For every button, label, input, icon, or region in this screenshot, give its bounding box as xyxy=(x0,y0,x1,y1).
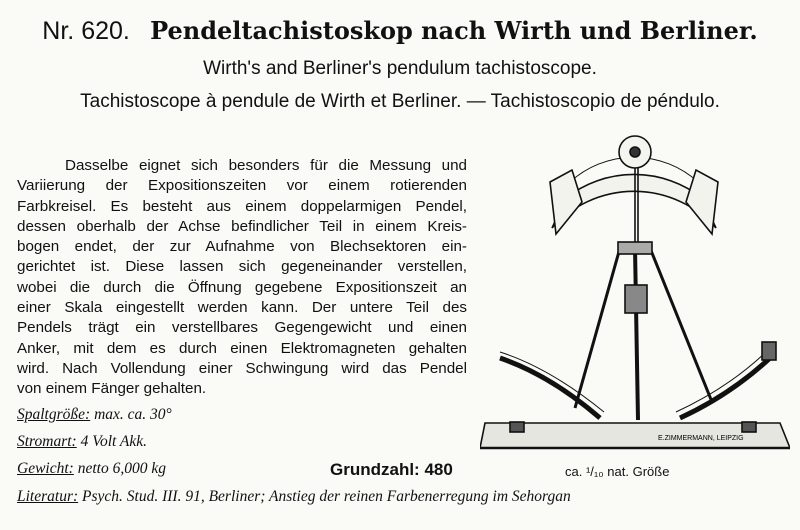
spec-weight xyxy=(17,460,166,478)
description-line: wird. Nach Vollendung einer Schwingung wird das Pendel xyxy=(17,359,467,377)
description-line: einer Skala eingestellt werden kann. Der untere Teil des xyxy=(17,299,467,317)
spec-literature xyxy=(17,488,571,506)
english-title: Wirth's and Berliner's pendulum tachistoscope. xyxy=(203,58,597,79)
electromagnet xyxy=(762,342,776,360)
figure-caption: ca. ¹/₁₀ nat. Größe xyxy=(565,464,670,479)
description-line: Anker, mit dem es durch einen Elektromagneten gehalten xyxy=(17,339,467,357)
right-catcher xyxy=(680,358,770,418)
description-line: Pendels trägt ein verstellbares Gegengewicht und einen xyxy=(17,319,467,337)
maker-mark: E.ZIMMERMANN, LEIPZIG xyxy=(658,435,744,442)
description-line: Variierung der Expositionszeiten vor einem rotierenden xyxy=(17,177,467,195)
spec-label: Literatur: xyxy=(17,488,79,505)
french-spanish-title: Tachistoscope à pendule de Wirth et Berliner. — Tachistoscopio de péndulo. xyxy=(80,91,720,112)
spec-label: Stromart: xyxy=(17,433,77,450)
spec-label: Gewicht: xyxy=(17,460,74,477)
description-line: von einem Fänger gehalten. xyxy=(17,380,207,398)
base-number: Grundzahl: 480 xyxy=(330,460,453,479)
tachistoscope-illustration xyxy=(480,130,790,460)
left-blade xyxy=(550,170,582,234)
description-line: bogen endet, der zur Aufnahme von Blechsektoren ein- xyxy=(17,238,467,256)
title-line xyxy=(0,16,800,46)
product-title: Pendeltachistoskop nach Wirth und Berliner. xyxy=(150,16,758,45)
spec-slit-size xyxy=(17,406,172,424)
spec-value: netto 6,000 kg xyxy=(77,460,166,477)
right-blade xyxy=(686,170,718,234)
description-line: Farbkreisel. Es besteht aus einem doppelarmigen Pendel, xyxy=(17,197,467,215)
tripod-center-leg xyxy=(635,248,638,420)
description-line: Dasselbe eignet sich besonders für die Messung und xyxy=(65,157,467,174)
spec-value: Psych. Stud. III. 91, Berliner; Anstieg der reinen Farbenerregung im Sehorgan xyxy=(82,488,571,505)
spec-value: 4 Volt Akk. xyxy=(80,433,148,450)
spec-value: max. ca. 30° xyxy=(94,406,172,423)
catalog-number: Nr. 620. xyxy=(42,17,130,45)
description-line: dessen oberhalb der Achse befindlicher Teil in einem Kreis- xyxy=(17,217,467,235)
description-line: gerichtet ist. Diese lassen sich gegeneinander verstellen, xyxy=(17,258,467,276)
counterweight xyxy=(625,285,647,313)
spec-label: Spaltgröße: xyxy=(17,406,91,423)
description-paragraph xyxy=(17,156,467,400)
tripod-left-leg xyxy=(575,248,620,408)
tripod-right-leg xyxy=(650,248,712,402)
spec-current-type xyxy=(17,433,147,451)
description-line: wobei die durch die Öffnung gegebene Expositionszeit an xyxy=(17,278,467,296)
